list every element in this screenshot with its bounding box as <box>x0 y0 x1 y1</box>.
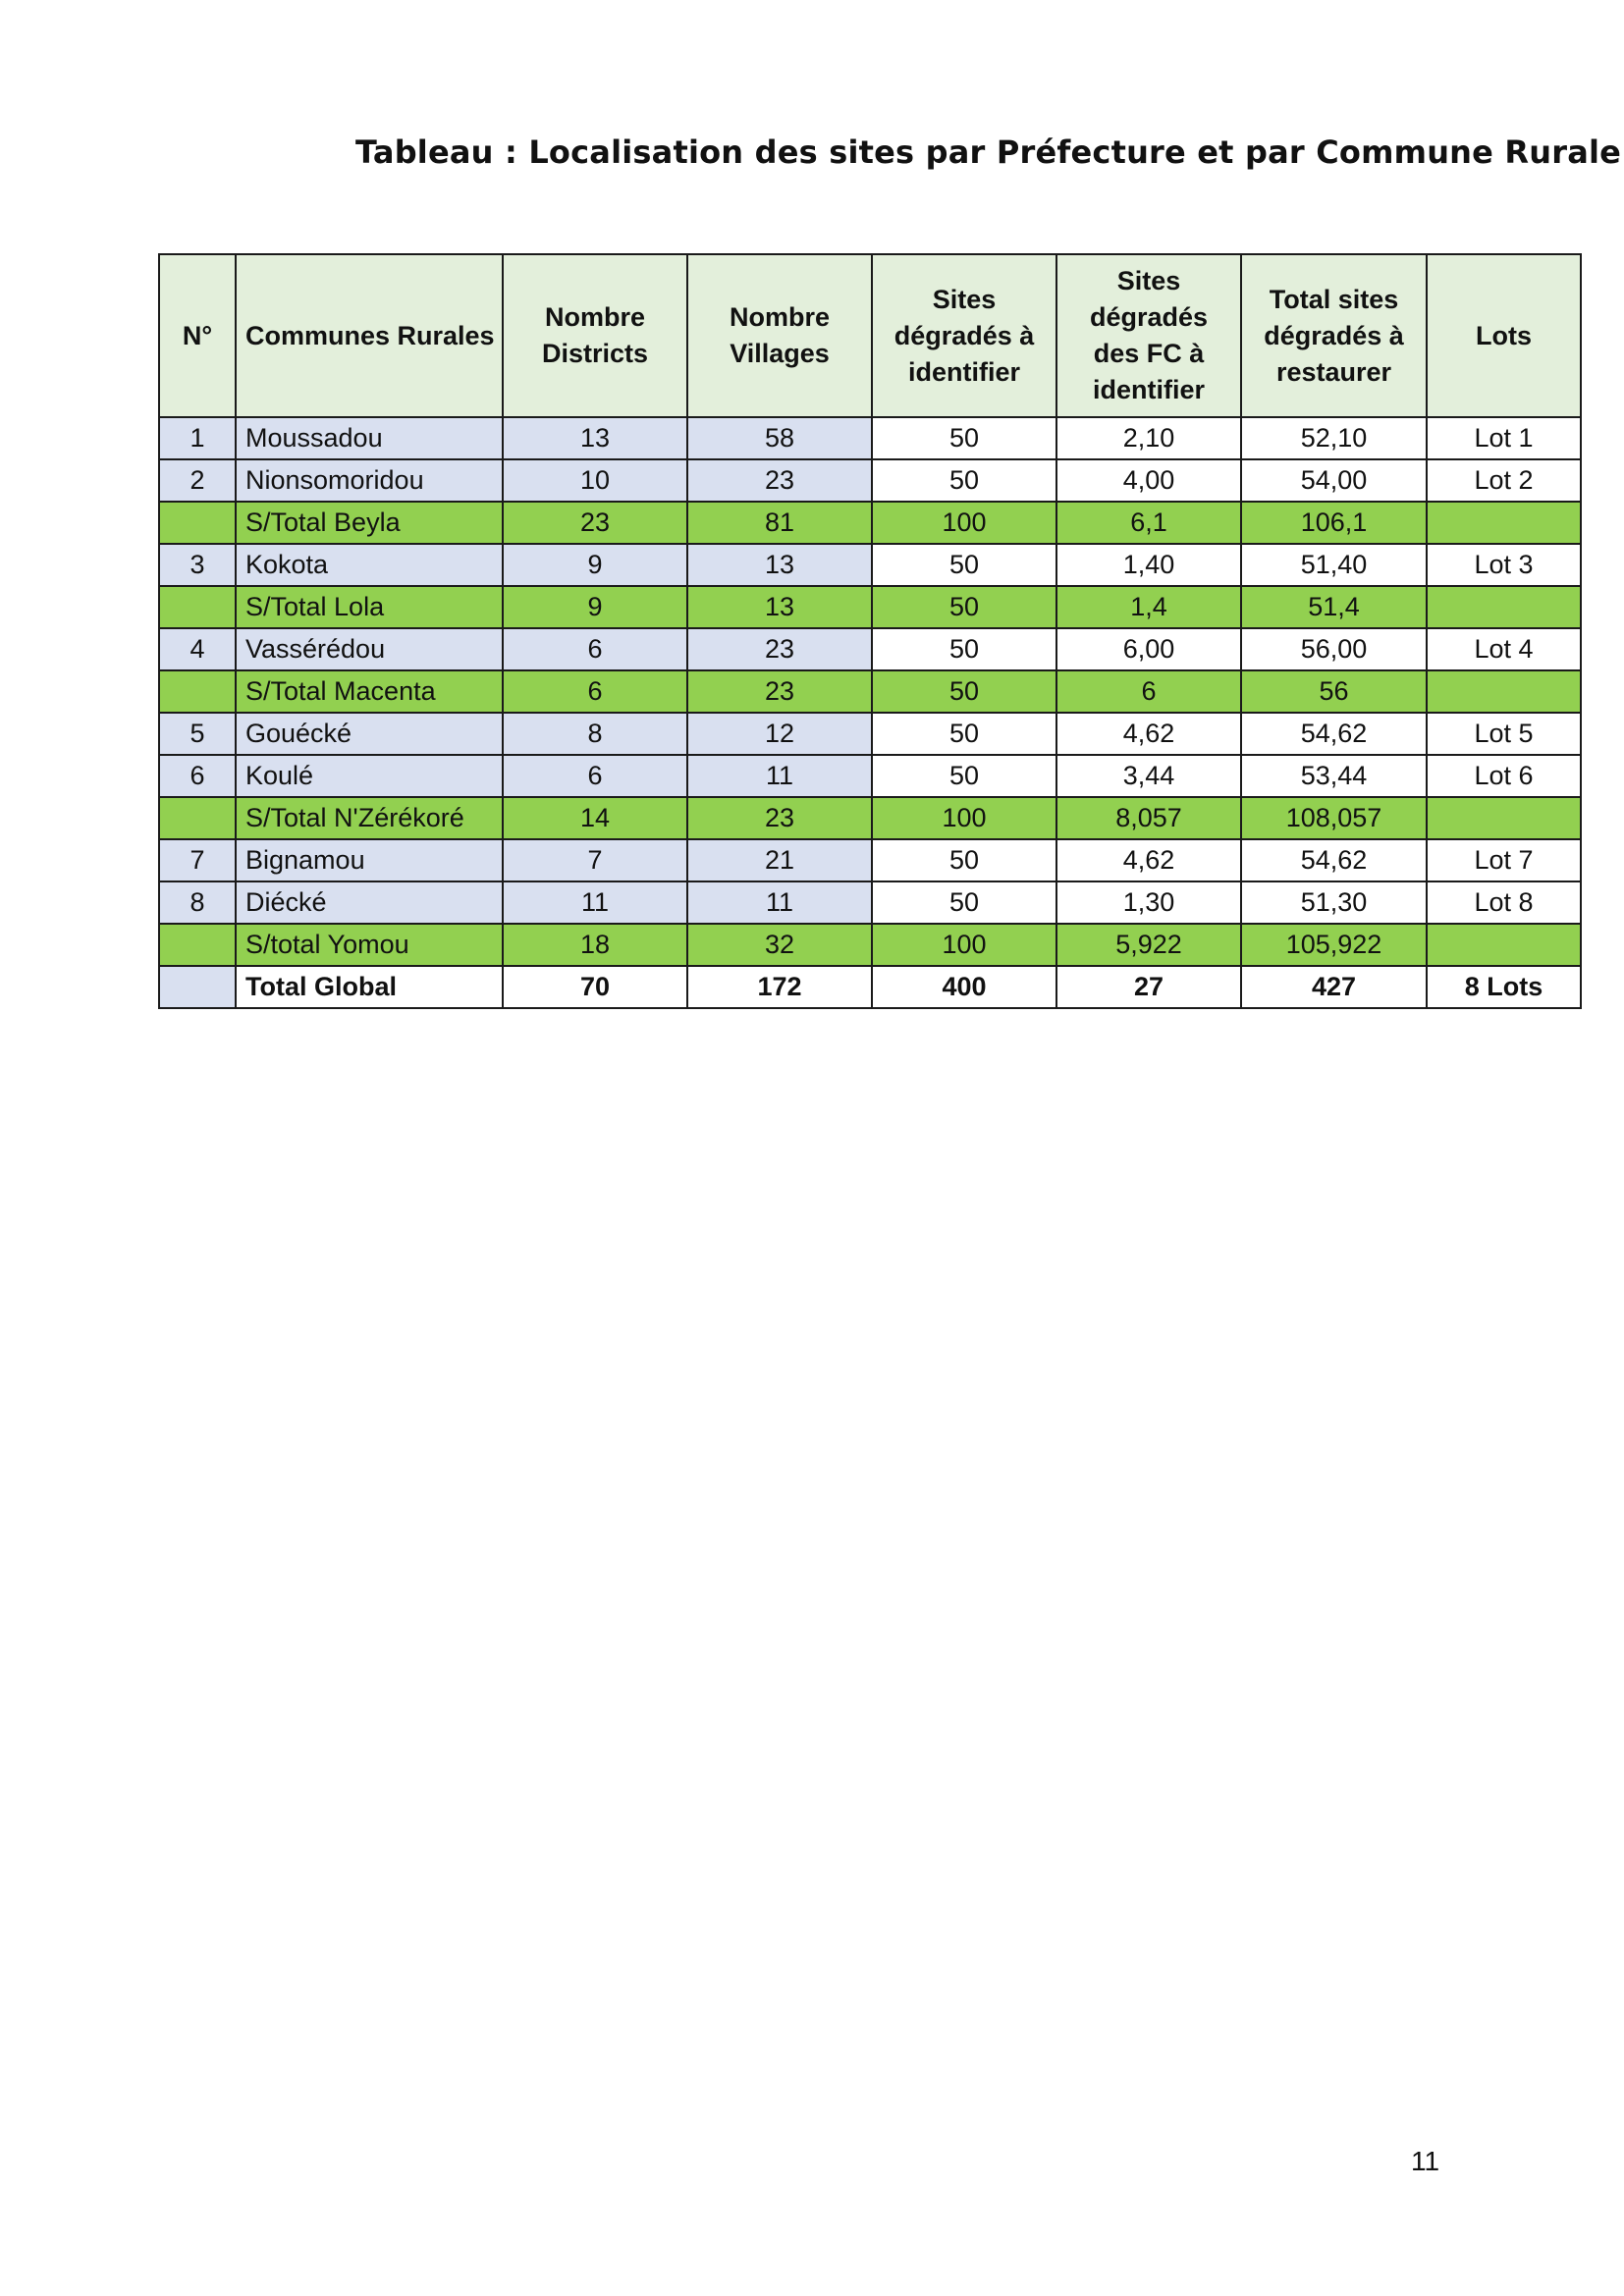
cell-number <box>159 966 236 1008</box>
cell-number: 5 <box>159 713 236 755</box>
cell-districts: 9 <box>503 544 687 586</box>
cell-sites: 100 <box>872 924 1056 966</box>
cell-villages: 81 <box>687 502 872 544</box>
cell-sites-fc: 1,30 <box>1056 881 1241 924</box>
cell-commune: Moussadou <box>236 417 503 459</box>
cell-villages: 13 <box>687 586 872 628</box>
cell-number <box>159 586 236 628</box>
cell-total-sites: 56 <box>1241 670 1427 713</box>
cell-number: 8 <box>159 881 236 924</box>
header-total-sites: Total sites dégradés à restaurer <box>1241 254 1427 417</box>
header-number: N° <box>159 254 236 417</box>
cell-total-sites: 427 <box>1241 966 1427 1008</box>
cell-sites: 50 <box>872 459 1056 502</box>
header-lots: Lots <box>1427 254 1581 417</box>
cell-commune: Vassérédou <box>236 628 503 670</box>
cell-lot: Lot 4 <box>1427 628 1581 670</box>
cell-districts: 9 <box>503 586 687 628</box>
cell-districts: 8 <box>503 713 687 755</box>
cell-number: 6 <box>159 755 236 797</box>
cell-sites: 50 <box>872 839 1056 881</box>
cell-total-sites: 108,057 <box>1241 797 1427 839</box>
cell-sites-fc: 6 <box>1056 670 1241 713</box>
cell-commune: Bignamou <box>236 839 503 881</box>
table-header-row <box>159 254 1581 417</box>
table-row <box>159 417 1581 459</box>
cell-sites-fc: 6,00 <box>1056 628 1241 670</box>
cell-total-sites: 51,40 <box>1241 544 1427 586</box>
cell-number <box>159 670 236 713</box>
cell-total-sites: 106,1 <box>1241 502 1427 544</box>
table-row <box>159 459 1581 502</box>
cell-total-sites: 51,4 <box>1241 586 1427 628</box>
cell-lot: Lot 1 <box>1427 417 1581 459</box>
cell-lot: Lot 7 <box>1427 839 1581 881</box>
cell-commune: Gouécké <box>236 713 503 755</box>
cell-lot <box>1427 586 1581 628</box>
cell-sites: 50 <box>872 586 1056 628</box>
cell-districts: 6 <box>503 670 687 713</box>
cell-number: 3 <box>159 544 236 586</box>
cell-lot <box>1427 924 1581 966</box>
cell-villages: 11 <box>687 881 872 924</box>
cell-number: 7 <box>159 839 236 881</box>
cell-sites: 50 <box>872 670 1056 713</box>
cell-sites: 400 <box>872 966 1056 1008</box>
cell-total-sites: 52,10 <box>1241 417 1427 459</box>
cell-total-sites: 54,00 <box>1241 459 1427 502</box>
cell-commune: Kokota <box>236 544 503 586</box>
header-villages: Nombre Villages <box>687 254 872 417</box>
table-row <box>159 881 1581 924</box>
cell-number: 4 <box>159 628 236 670</box>
cell-villages: 58 <box>687 417 872 459</box>
cell-number <box>159 502 236 544</box>
cell-lot: 8 Lots <box>1427 966 1581 1008</box>
page-number: 11 <box>1411 2146 1440 2176</box>
cell-sites-fc: 5,922 <box>1056 924 1241 966</box>
table-row <box>159 755 1581 797</box>
cell-number: 2 <box>159 459 236 502</box>
cell-total-sites: 54,62 <box>1241 713 1427 755</box>
cell-sites: 50 <box>872 544 1056 586</box>
cell-lot: Lot 3 <box>1427 544 1581 586</box>
subtotal-row <box>159 670 1581 713</box>
cell-commune: S/Total N'Zérékoré <box>236 797 503 839</box>
cell-number <box>159 797 236 839</box>
cell-lot <box>1427 670 1581 713</box>
cell-villages: 23 <box>687 628 872 670</box>
cell-villages: 172 <box>687 966 872 1008</box>
cell-villages: 23 <box>687 670 872 713</box>
cell-villages: 21 <box>687 839 872 881</box>
cell-commune: S/Total Lola <box>236 586 503 628</box>
cell-sites: 50 <box>872 755 1056 797</box>
cell-sites: 100 <box>872 502 1056 544</box>
cell-total-sites: 54,62 <box>1241 839 1427 881</box>
subtotal-row <box>159 586 1581 628</box>
cell-sites-fc: 2,10 <box>1056 417 1241 459</box>
cell-districts: 18 <box>503 924 687 966</box>
cell-total-sites: 56,00 <box>1241 628 1427 670</box>
cell-commune: S/Total Beyla <box>236 502 503 544</box>
cell-districts: 13 <box>503 417 687 459</box>
cell-sites-fc: 1,40 <box>1056 544 1241 586</box>
cell-sites: 50 <box>872 881 1056 924</box>
cell-sites-fc: 3,44 <box>1056 755 1241 797</box>
cell-sites-fc: 4,62 <box>1056 713 1241 755</box>
cell-districts: 14 <box>503 797 687 839</box>
cell-villages: 23 <box>687 459 872 502</box>
header-communes: Communes Rurales <box>236 254 503 417</box>
cell-commune: Koulé <box>236 755 503 797</box>
cell-lot: Lot 5 <box>1427 713 1581 755</box>
cell-villages: 13 <box>687 544 872 586</box>
cell-villages: 32 <box>687 924 872 966</box>
table-row <box>159 628 1581 670</box>
cell-commune: S/total Yomou <box>236 924 503 966</box>
subtotal-row <box>159 924 1581 966</box>
cell-sites-fc: 6,1 <box>1056 502 1241 544</box>
table-row <box>159 839 1581 881</box>
header-sites-fc: Sites dégradés des FC à identifier <box>1056 254 1241 417</box>
table-body <box>159 417 1581 1008</box>
total-row <box>159 966 1581 1008</box>
cell-villages: 11 <box>687 755 872 797</box>
cell-sites-fc: 1,4 <box>1056 586 1241 628</box>
cell-districts: 7 <box>503 839 687 881</box>
cell-number <box>159 924 236 966</box>
cell-districts: 23 <box>503 502 687 544</box>
table-row <box>159 713 1581 755</box>
cell-commune: Nionsomoridou <box>236 459 503 502</box>
cell-lot: Lot 2 <box>1427 459 1581 502</box>
cell-sites-fc: 27 <box>1056 966 1241 1008</box>
cell-total-sites: 51,30 <box>1241 881 1427 924</box>
subtotal-row <box>159 502 1581 544</box>
cell-number: 1 <box>159 417 236 459</box>
header-sites: Sites dégradés à identifier <box>872 254 1056 417</box>
cell-sites: 50 <box>872 628 1056 670</box>
cell-districts: 70 <box>503 966 687 1008</box>
cell-total-sites: 105,922 <box>1241 924 1427 966</box>
cell-districts: 11 <box>503 881 687 924</box>
cell-commune: Total Global <box>236 966 503 1008</box>
cell-villages: 23 <box>687 797 872 839</box>
cell-commune: Diécké <box>236 881 503 924</box>
sites-table <box>158 253 1582 1009</box>
page-title: Tableau : Localisation des sites par Préfecture et par Commune Rurale <box>355 133 1622 171</box>
cell-districts: 6 <box>503 628 687 670</box>
cell-sites: 100 <box>872 797 1056 839</box>
cell-sites: 50 <box>872 713 1056 755</box>
cell-sites-fc: 4,00 <box>1056 459 1241 502</box>
cell-total-sites: 53,44 <box>1241 755 1427 797</box>
cell-lot: Lot 6 <box>1427 755 1581 797</box>
cell-lot <box>1427 797 1581 839</box>
cell-lot: Lot 8 <box>1427 881 1581 924</box>
subtotal-row <box>159 797 1581 839</box>
cell-lot <box>1427 502 1581 544</box>
cell-districts: 6 <box>503 755 687 797</box>
table-row <box>159 544 1581 586</box>
cell-sites-fc: 4,62 <box>1056 839 1241 881</box>
header-districts: Nombre Districts <box>503 254 687 417</box>
cell-sites: 50 <box>872 417 1056 459</box>
cell-commune: S/Total Macenta <box>236 670 503 713</box>
cell-districts: 10 <box>503 459 687 502</box>
cell-villages: 12 <box>687 713 872 755</box>
cell-sites-fc: 8,057 <box>1056 797 1241 839</box>
